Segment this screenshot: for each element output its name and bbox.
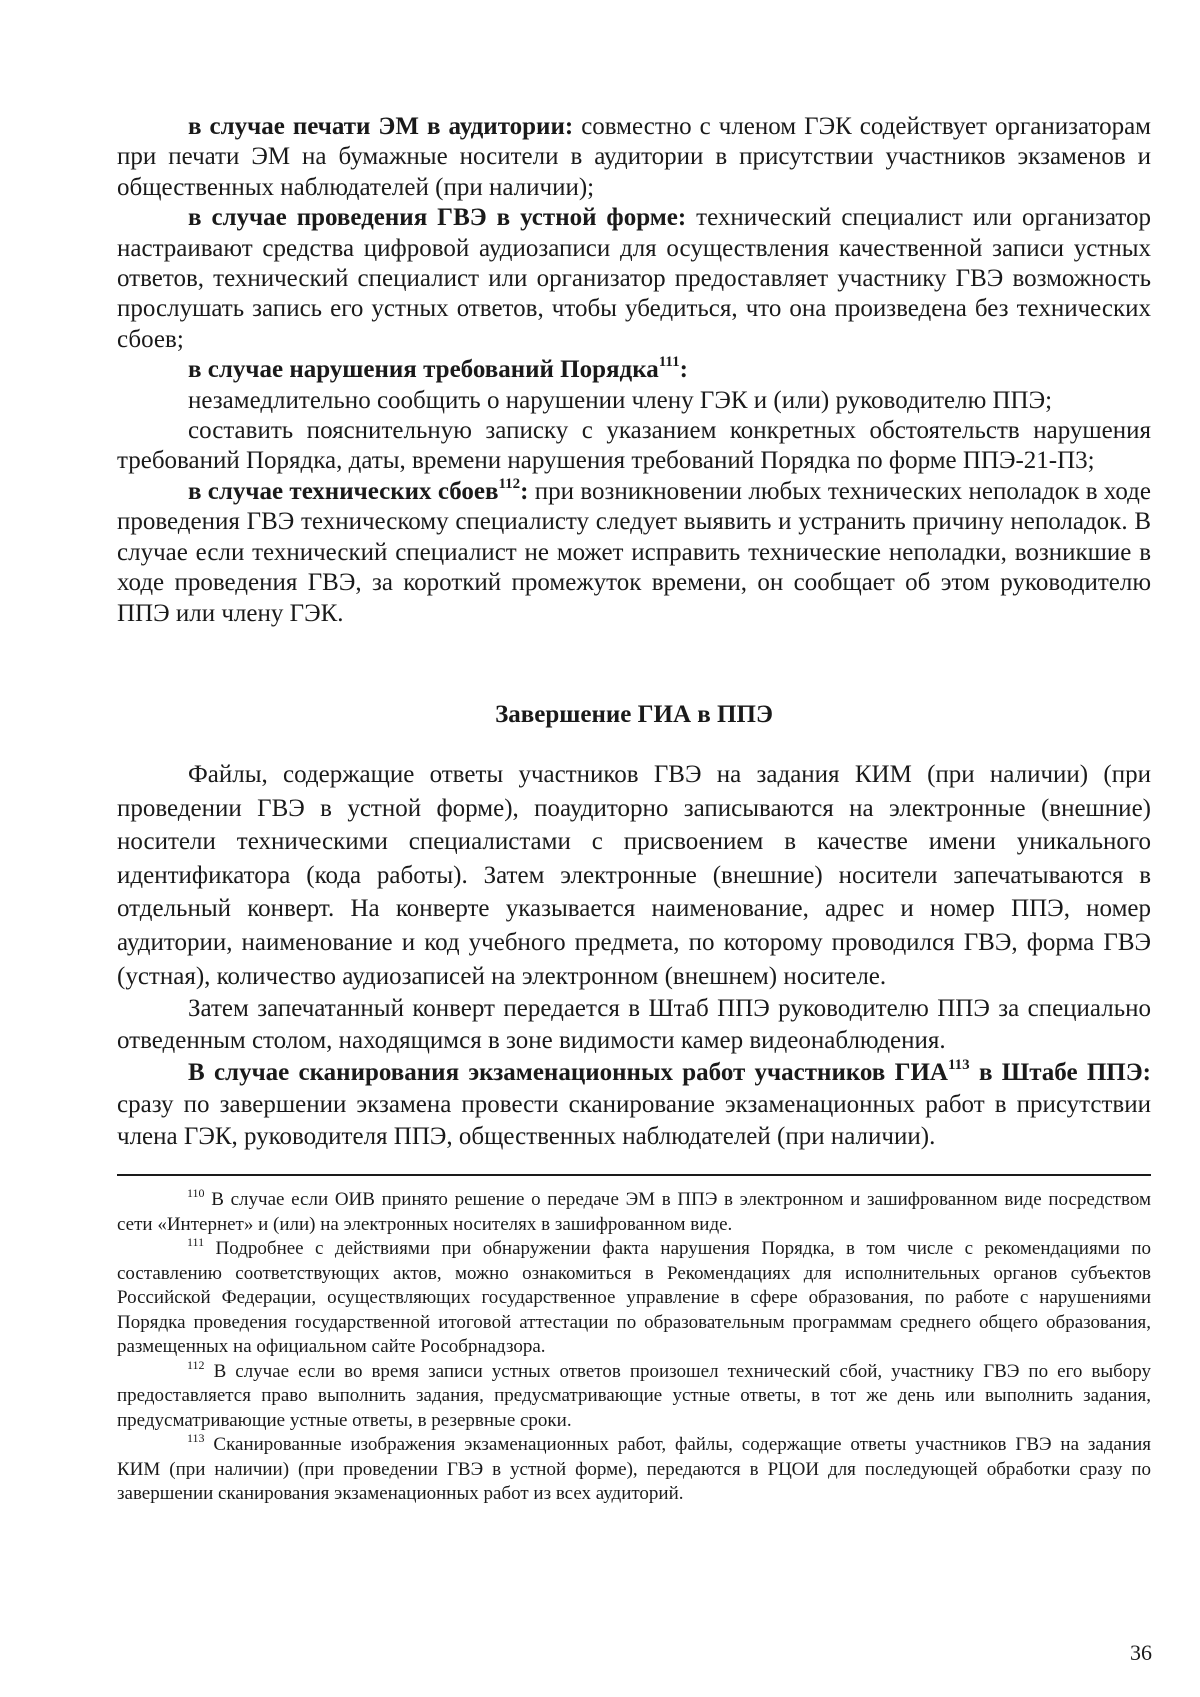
body-section-top bbox=[117, 112, 1151, 629]
paragraph-lead: в случае нарушения требований Порядка bbox=[188, 356, 659, 384]
paragraph-text: совместно с членом ГЭК содействует организаторам при печати ЭМ на бумажные носители в аудитории в присутствии участников экзаменов и общественных наблюдателей (при наличии); bbox=[117, 113, 1151, 201]
paragraph-oral-exam bbox=[117, 203, 1151, 355]
paragraph-violation bbox=[117, 355, 1151, 385]
footnotes bbox=[117, 1188, 1151, 1507]
footnote-ref-112[interactable]: 112 bbox=[498, 475, 521, 492]
paragraph-print-em bbox=[117, 112, 1151, 203]
footnote-113 bbox=[117, 1433, 1151, 1507]
page-number: 36 bbox=[1130, 1640, 1152, 1665]
footnote-ref-113[interactable]: 113 bbox=[947, 1057, 970, 1074]
paragraph-text: Файлы, содержащие ответы участников ГВЭ на задания КИМ (при наличии) (при проведении ГВЭ в устной форме), поаудиторно записываются на электронные (внешние) носители техническими специалистами с присвоением в качестве имени уникального идентификатора (кода работы). Затем электронные (внешние) носители запечатываются в отдельный конверт. На конверте указывается наименование, адрес и номер ППЭ, номер аудитории, наименование и код учебного предмета, по которому проводился ГВЭ, форма ГВЭ (устная), количество аудиозаписей на электронном (внешнем) носителе. bbox=[117, 761, 1151, 990]
footnote-110 bbox=[117, 1188, 1151, 1237]
paragraph-lead: В случае сканирования экзаменационных работ участников ГИА bbox=[188, 1059, 948, 1087]
paragraph-report-violation bbox=[117, 386, 1151, 416]
footnote-text: Подробнее с действиями при обнаружении факта нарушения Порядка, в том числе с рекомендациями по составлению соответствующих актов, можно ознакомиться в Рекомендациях для исполнительных органов субъектов Российской Федерации, осуществляющих государственное управление в сфере образования, по работе с нарушениями Порядка проведения государственной итоговой аттестации по образовательным программам среднего общего образования, размещенных на официальном сайте Рособрнадзора. bbox=[117, 1238, 1151, 1357]
paragraph-text: технический специалист или организатор настраивают средства цифровой аудиозаписи для осуществления качественной записи устных ответов, технический специалист или организатор предоставляет участнику ГВЭ возможность прослушать запись его устных ответов, чтобы убедиться, что она произведена без технических сбоев; bbox=[117, 204, 1151, 353]
paragraph-text: при возникновении любых технических неполадок в ходе проведения ГВЭ техническому специалисту следует выявить и устранить причину неполадок. В случае если технический специалист не может исправить технические неполадки, возникшие в ходе проведения ГВЭ, за короткий промежуток времени, он сообщает об этом руководителю ППЭ или члену ГЭК. bbox=[117, 477, 1151, 627]
paragraph-scanning bbox=[117, 1057, 1151, 1153]
paragraph-colon: : bbox=[520, 477, 529, 505]
paragraph-text: Затем запечатанный конверт передается в Штаб ППЭ руководителю ППЭ за специально отведенным столом, находящимся в зоне видимости камер видеонаблюдения. bbox=[117, 995, 1151, 1055]
paragraph-envelope bbox=[117, 993, 1151, 1057]
paragraph-text: незамедлительно сообщить о нарушении члену ГЭК и (или) руководителю ППЭ; bbox=[188, 386, 1053, 414]
footnote-ref-111[interactable]: 111 bbox=[658, 354, 680, 371]
footnote-number: 111 bbox=[187, 1235, 205, 1249]
footnote-text: В случае если ОИВ принято решение о передаче ЭМ в ППЭ в электронном и зашифрованном виде посредством сети «Интернет» и (или) на электронных носителях в зашифрованном виде. bbox=[117, 1189, 1151, 1235]
paragraph-lead: в случае печати ЭМ в аудитории: bbox=[188, 113, 574, 140]
footnote-text: В случае если во время записи устных ответов произошел технический сбой, участнику ГВЭ по его выбору предоставляется право выполнить задания, предусматривающие устные ответы, в тот же день или выполнить задания, предусматривающие устные ответы, в резервные сроки. bbox=[117, 1360, 1151, 1431]
paragraph-lead-continued: в Штабе ППЭ: bbox=[969, 1059, 1151, 1087]
footnote-number: 112 bbox=[187, 1357, 205, 1372]
footnote-text: Сканированные изображения экзаменационных работ, файлы, содержащие ответы участников ГВЭ на задания КИМ (при наличии) (при проведении ГВЭ в устной форме), передаются в РЦОИ для последующей обработки сразу по завершении сканирования экзаменационных работ из всех аудиторий. bbox=[117, 1434, 1151, 1504]
footnote-separator bbox=[117, 1174, 1151, 1176]
paragraph-tech-failure bbox=[117, 477, 1151, 629]
footnote-111 bbox=[117, 1237, 1151, 1360]
footnote-number: 113 bbox=[187, 1431, 205, 1445]
paragraph-explanatory-note bbox=[117, 416, 1151, 477]
body-section-bottom bbox=[117, 758, 1151, 1153]
footnote-112 bbox=[117, 1357, 1151, 1434]
paragraph-text: сразу по завершении экзамена провести сканирование экзаменационных работ в присутствии члена ГЭК, руководителя ППЭ, общественных наблюдателей (при наличии). bbox=[117, 1091, 1151, 1151]
footnote-number: 110 bbox=[187, 1186, 205, 1200]
paragraph-text: составить пояснительную записку с указанием конкретных обстоятельств нарушения требований Порядка, даты, времени нарушения требований Порядка по форме ППЭ-21-П3; bbox=[117, 417, 1151, 475]
section-heading: Завершение ГИА в ППЭ bbox=[495, 701, 773, 728]
paragraph-lead: в случае проведения ГВЭ в устной форме: bbox=[188, 204, 687, 232]
paragraph-files bbox=[117, 758, 1151, 993]
paragraph-colon: : bbox=[679, 356, 688, 384]
paragraph-lead: в случае технических сбоев bbox=[188, 477, 499, 505]
